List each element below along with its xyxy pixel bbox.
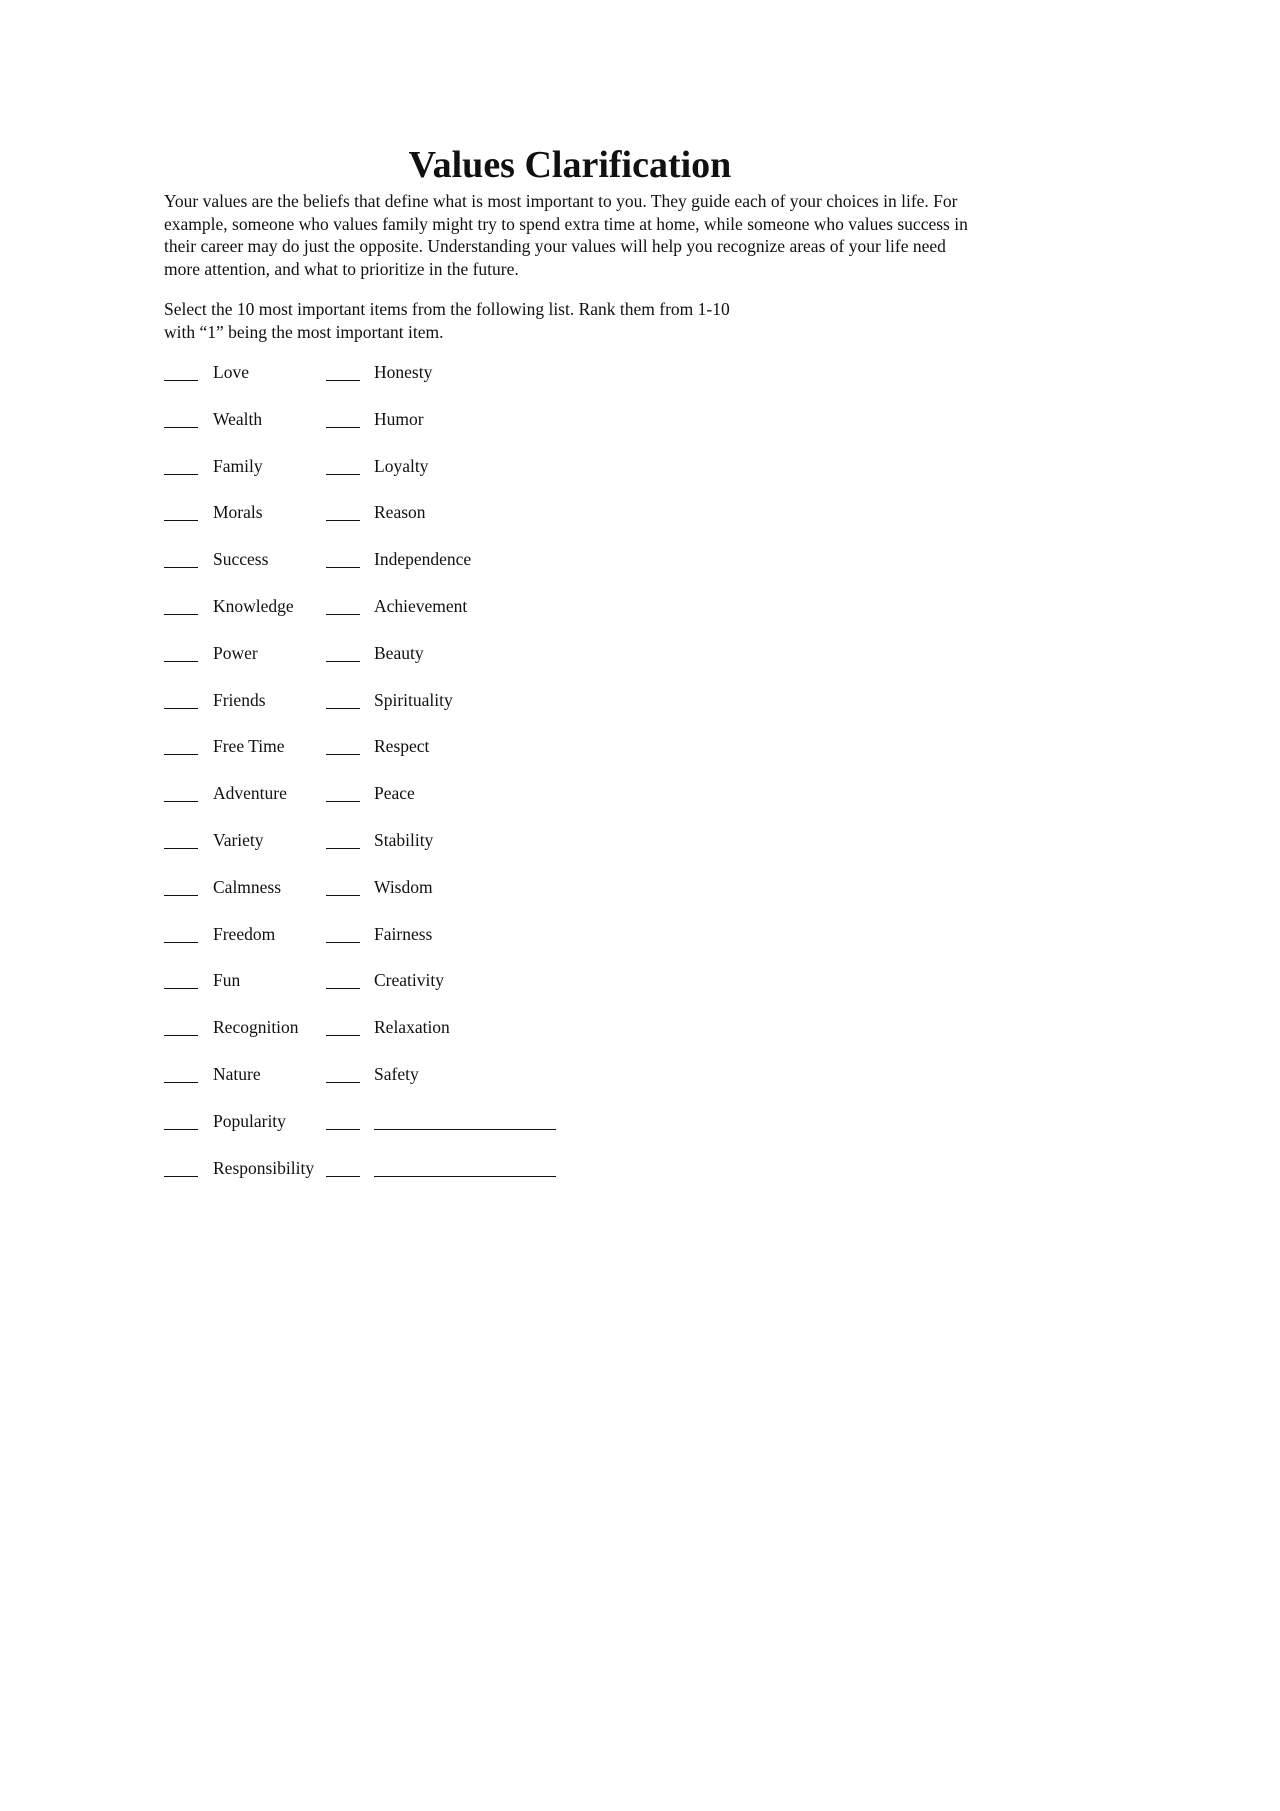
list-item xyxy=(164,734,724,781)
value-label-left: Knowledge xyxy=(213,595,294,616)
list-item xyxy=(164,1015,724,1062)
write-in-blank[interactable] xyxy=(374,1176,556,1177)
rank-blank-left[interactable] xyxy=(164,520,198,521)
value-label-right: Respect xyxy=(374,736,430,757)
rank-blank-right[interactable] xyxy=(326,942,360,943)
rank-blank-right[interactable] xyxy=(326,754,360,755)
list-item xyxy=(164,688,724,735)
value-label-left: Recognition xyxy=(213,1017,299,1038)
value-label-right: Independence xyxy=(374,549,472,570)
rank-blank-right[interactable] xyxy=(326,520,360,521)
rank-blank-left[interactable] xyxy=(164,661,198,662)
value-label-right: Reason xyxy=(374,502,426,523)
rank-blank-right[interactable] xyxy=(326,1035,360,1036)
values-list xyxy=(164,360,724,1202)
rank-blank-left[interactable] xyxy=(164,427,198,428)
value-label-left: Popularity xyxy=(213,1110,286,1131)
value-label-right: Spirituality xyxy=(374,689,453,710)
rank-blank-right[interactable] xyxy=(326,614,360,615)
value-label-right: Peace xyxy=(374,783,415,804)
value-label-left: Fun xyxy=(213,970,241,991)
rank-blank-left[interactable] xyxy=(164,567,198,568)
value-label-right: Relaxation xyxy=(374,1017,450,1038)
list-item xyxy=(164,360,724,407)
value-label-left: Morals xyxy=(213,502,263,523)
value-label-left: Wealth xyxy=(213,408,263,429)
rank-blank-left[interactable] xyxy=(164,895,198,896)
value-label-right: Beauty xyxy=(374,642,424,663)
list-item xyxy=(164,968,724,1015)
value-label-right: Loyalty xyxy=(374,455,429,476)
value-label-left: Adventure xyxy=(213,783,287,804)
page-title: Values Clarification xyxy=(408,144,732,186)
rank-blank-right[interactable] xyxy=(326,801,360,802)
value-label-left: Freedom xyxy=(213,923,276,944)
value-label-left: Variety xyxy=(213,829,264,850)
list-item xyxy=(164,407,724,454)
list-item xyxy=(164,500,724,547)
rank-blank-left[interactable] xyxy=(164,1035,198,1036)
rank-blank-left[interactable] xyxy=(164,708,198,709)
value-label-right: Achievement xyxy=(374,595,468,616)
rank-blank-left[interactable] xyxy=(164,754,198,755)
list-item xyxy=(164,594,724,641)
rank-blank-left[interactable] xyxy=(164,942,198,943)
rank-blank-left[interactable] xyxy=(164,1176,198,1177)
intro-paragraph: Your values are the beliefs that define what is most important to you. They guide each of your choices in life. For example, someone who values family might try to spend extra time at home, while someone who values success in their career may do just the opposite. Understanding your values will help you recognize areas of your life need more attention, and what to prioritize in the future. xyxy=(164,191,968,280)
rank-blank-left[interactable] xyxy=(164,614,198,615)
rank-blank-right[interactable] xyxy=(326,474,360,475)
value-label-right: Stability xyxy=(374,829,434,850)
value-label-left: Success xyxy=(213,549,269,570)
rank-blank-left[interactable] xyxy=(164,988,198,989)
value-label-right: Humor xyxy=(374,408,424,429)
rank-blank-left[interactable] xyxy=(164,801,198,802)
rank-blank-right[interactable] xyxy=(326,708,360,709)
value-label-right: Wisdom xyxy=(374,876,433,897)
list-item xyxy=(164,875,724,922)
list-item xyxy=(164,1156,724,1203)
write-in-blank[interactable] xyxy=(374,1129,556,1130)
rank-blank-left[interactable] xyxy=(164,1129,198,1130)
value-label-left: Family xyxy=(213,455,263,476)
rank-blank-left[interactable] xyxy=(164,474,198,475)
rank-blank-right[interactable] xyxy=(326,567,360,568)
rank-blank-right[interactable] xyxy=(326,848,360,849)
value-label-right: Safety xyxy=(374,1063,419,1084)
rank-blank-right[interactable] xyxy=(326,1176,360,1177)
list-item xyxy=(164,1062,724,1109)
list-item xyxy=(164,454,724,501)
rank-blank-right[interactable] xyxy=(326,380,360,381)
instructions-paragraph xyxy=(164,298,984,343)
value-label-right: Creativity xyxy=(374,970,444,991)
instructions-line-1: Select the 10 most important items from the following list. Rank them from 1-10 xyxy=(164,299,730,319)
rank-blank-right[interactable] xyxy=(326,1129,360,1130)
value-label-left: Nature xyxy=(213,1063,261,1084)
rank-blank-left[interactable] xyxy=(164,380,198,381)
value-label-left: Love xyxy=(213,362,249,382)
list-item xyxy=(164,828,724,875)
rank-blank-right[interactable] xyxy=(326,661,360,662)
list-item xyxy=(164,1109,724,1156)
rank-blank-right[interactable] xyxy=(326,1082,360,1083)
rank-blank-right[interactable] xyxy=(326,427,360,428)
rank-blank-right[interactable] xyxy=(326,895,360,896)
rank-blank-left[interactable] xyxy=(164,1082,198,1083)
value-label-left: Friends xyxy=(213,689,266,710)
list-item xyxy=(164,547,724,594)
value-label-right: Honesty xyxy=(374,362,433,382)
value-label-left: Responsibility xyxy=(213,1157,315,1178)
value-label-left: Calmness xyxy=(213,876,282,897)
list-item xyxy=(164,781,724,828)
value-label-left: Power xyxy=(213,642,258,663)
value-label-left: Free Time xyxy=(213,736,285,757)
rank-blank-left[interactable] xyxy=(164,848,198,849)
instructions-line-2: with “1” being the most important item. xyxy=(164,321,444,342)
rank-blank-right[interactable] xyxy=(326,988,360,989)
list-item xyxy=(164,922,724,969)
value-label-right: Fairness xyxy=(374,923,433,944)
list-item xyxy=(164,641,724,688)
